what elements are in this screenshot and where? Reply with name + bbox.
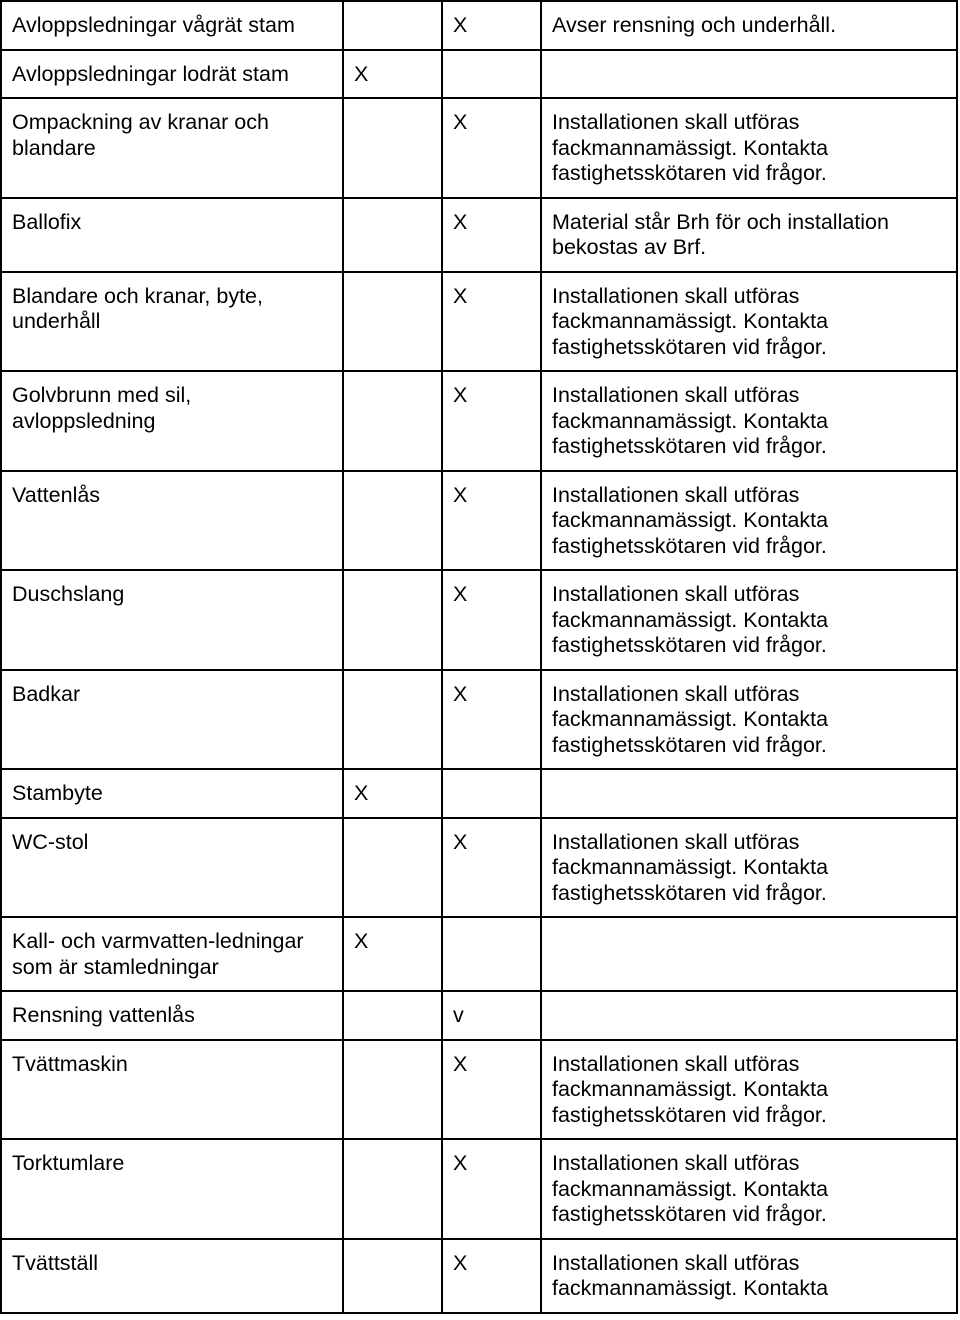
column-b-mark: X — [442, 570, 541, 670]
column-b-mark: X — [442, 1040, 541, 1140]
table-row — [1, 991, 957, 1040]
table-row — [1, 570, 957, 670]
note-cell: Installationen skall utföras fackmannamässigt. Kontakta fastighetsskötaren vid frågor. — [541, 1139, 957, 1239]
column-a-mark — [343, 991, 442, 1040]
table-row — [1, 371, 957, 471]
item-cell: Kall- och varmvatten-ledningar som är stamledningar — [1, 917, 343, 991]
column-a-mark: X — [343, 769, 442, 818]
column-b-mark: X — [442, 198, 541, 272]
note-cell — [541, 50, 957, 99]
table-row — [1, 1139, 957, 1239]
item-cell: Avloppsledningar lodrät stam — [1, 50, 343, 99]
item-cell: Ballofix — [1, 198, 343, 272]
table-row — [1, 471, 957, 571]
item-cell: Tvättställ — [1, 1239, 343, 1313]
note-cell — [541, 991, 957, 1040]
note-cell: Installationen skall utföras fackmannamässigt. Kontakta fastighetsskötaren vid frågor. — [541, 471, 957, 571]
item-cell: Stambyte — [1, 769, 343, 818]
note-cell: Installationen skall utföras fackmannamässigt. Kontakta fastighetsskötaren vid frågor. — [541, 272, 957, 372]
item-cell: Ompackning av kranar och blandare — [1, 98, 343, 198]
column-a-mark — [343, 98, 442, 198]
table-row — [1, 818, 957, 918]
item-cell: Duschslang — [1, 570, 343, 670]
column-b-mark: X — [442, 1, 541, 50]
column-b-mark — [442, 50, 541, 99]
item-cell: Blandare och kranar, byte, underhåll — [1, 272, 343, 372]
item-cell: Avloppsledningar vågrät stam — [1, 1, 343, 50]
note-cell: Material står Brh för och installation bekostas av Brf. — [541, 198, 957, 272]
table-row — [1, 50, 957, 99]
column-a-mark — [343, 1239, 442, 1313]
note-cell: Installationen skall utföras fackmannamässigt. Kontakta fastighetsskötaren vid frågor. — [541, 570, 957, 670]
item-cell: Golvbrunn med sil, avloppsledning — [1, 371, 343, 471]
table-row — [1, 272, 957, 372]
column-a-mark — [343, 570, 442, 670]
note-cell: Installationen skall utföras fackmannamässigt. Kontakta — [541, 1239, 957, 1313]
column-b-mark: X — [442, 272, 541, 372]
item-cell: Torktumlare — [1, 1139, 343, 1239]
column-a-mark — [343, 198, 442, 272]
item-cell: Vattenlås — [1, 471, 343, 571]
column-a-mark — [343, 272, 442, 372]
column-b-mark: v — [442, 991, 541, 1040]
note-cell: Installationen skall utföras fackmannamässigt. Kontakta fastighetsskötaren vid frågor. — [541, 98, 957, 198]
column-b-mark: X — [442, 670, 541, 770]
column-a-mark: X — [343, 917, 442, 991]
column-a-mark — [343, 818, 442, 918]
table-row — [1, 1239, 957, 1313]
note-cell: Installationen skall utföras fackmannamässigt. Kontakta fastighetsskötaren vid frågor. — [541, 818, 957, 918]
table-row — [1, 1040, 957, 1140]
item-cell: WC-stol — [1, 818, 343, 918]
table-row — [1, 98, 957, 198]
note-cell: Installationen skall utföras fackmannamässigt. Kontakta fastighetsskötaren vid frågor. — [541, 670, 957, 770]
column-a-mark — [343, 1040, 442, 1140]
column-a-mark — [343, 670, 442, 770]
item-cell: Badkar — [1, 670, 343, 770]
note-cell: Installationen skall utföras fackmannamässigt. Kontakta fastighetsskötaren vid frågor. — [541, 371, 957, 471]
note-cell — [541, 769, 957, 818]
column-a-mark: X — [343, 50, 442, 99]
table-row — [1, 198, 957, 272]
column-a-mark — [343, 371, 442, 471]
note-cell: Installationen skall utföras fackmannamässigt. Kontakta fastighetsskötaren vid frågor. — [541, 1040, 957, 1140]
note-cell — [541, 917, 957, 991]
table-row — [1, 670, 957, 770]
column-a-mark — [343, 1139, 442, 1239]
column-b-mark: X — [442, 98, 541, 198]
column-b-mark — [442, 917, 541, 991]
column-b-mark — [442, 769, 541, 818]
column-b-mark: X — [442, 1239, 541, 1313]
table-row — [1, 769, 957, 818]
table-row — [1, 1, 957, 50]
note-cell: Avser rensning och underhåll. — [541, 1, 957, 50]
table-body — [1, 1, 957, 1313]
item-cell: Rensning vattenlås — [1, 991, 343, 1040]
table-row — [1, 917, 957, 991]
column-b-mark: X — [442, 471, 541, 571]
column-b-mark: X — [442, 371, 541, 471]
item-cell: Tvättmaskin — [1, 1040, 343, 1140]
column-b-mark: X — [442, 1139, 541, 1239]
column-a-mark — [343, 1, 442, 50]
column-b-mark: X — [442, 818, 541, 918]
column-a-mark — [343, 471, 442, 571]
